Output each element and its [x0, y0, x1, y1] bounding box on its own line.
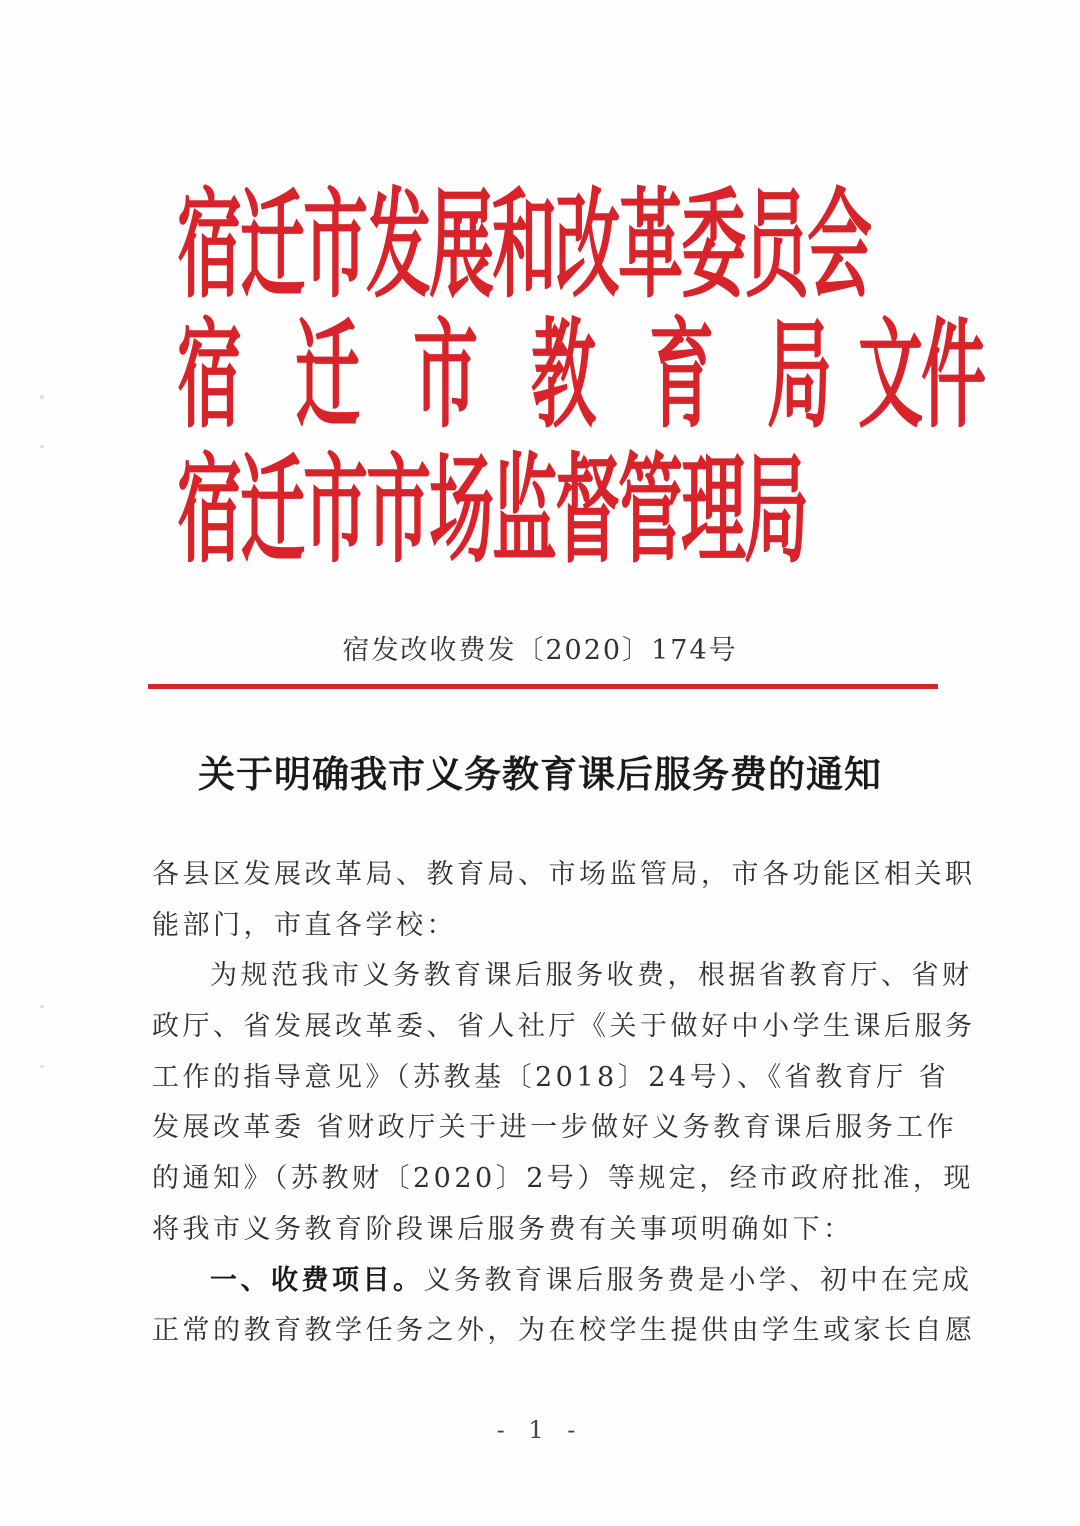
letterhead-char: 迁 [295, 305, 361, 444]
scan-artifact [40, 1065, 44, 1068]
section-heading: 一、收费项目。 [210, 1264, 424, 1296]
letterhead-char: 督 [555, 440, 621, 579]
body-paragraph-line: 为规范我市义务教育课后服务收费，根据省教育厅、省财 [210, 960, 973, 992]
letterhead-char: 文 [858, 305, 924, 444]
addressee-line: 各县区发展改革局、教育局、市场监管局，市各功能区相关职 [152, 859, 976, 890]
document-number: 宿发改收费发〔2020〕174号 [342, 635, 738, 666]
red-divider-rule [148, 684, 938, 689]
addressee-line: 能部门，市直各学校： [152, 909, 457, 941]
section-text: 义务教育课后服务费是小学、初中在完成 [423, 1264, 973, 1296]
letterhead-char: 员 [744, 175, 810, 314]
letterhead-char: 委 [681, 175, 747, 314]
body-paragraph-line: 工作的指导意见》（苏教基〔2018〕24号）、《省教育厅 省 [152, 1061, 950, 1093]
scan-artifact [40, 395, 44, 399]
page-number: - 1 - [496, 1416, 584, 1444]
letterhead-char: 局 [767, 305, 833, 444]
body-paragraph-line: 正常的教育教学任务之外，为在校学生提供由学生或家长自愿 [152, 1315, 976, 1347]
letterhead-char: 市 [303, 440, 369, 579]
body-paragraph-line: 发展改革委 省财政厅关于进一步做好义务教育课后服务工作 [152, 1112, 958, 1144]
letterhead-char: 宿 [177, 440, 243, 579]
scan-artifact [40, 1005, 44, 1008]
letterhead-char: 市 [413, 305, 479, 444]
body-paragraph-line: 的通知》（苏教财〔2020〕2号）等规定，经市政府批准，现 [152, 1163, 974, 1195]
letterhead-char: 场 [429, 440, 495, 579]
letterhead-char: 和 [492, 175, 558, 314]
letterhead-char: 迁 [240, 175, 306, 314]
section-line [152, 1256, 973, 1307]
letterhead-char: 发 [366, 175, 432, 314]
body-paragraph-line: 政厅、省发展改革委、省人社厅《关于做好中小学生课后服务 [152, 1011, 976, 1043]
letterhead-char: 展 [429, 175, 495, 314]
letterhead-char: 市 [366, 440, 432, 579]
letterhead-char: 教 [531, 305, 597, 444]
letterhead-char: 改 [555, 175, 621, 314]
letterhead-char: 革 [618, 175, 684, 314]
letterhead-char: 市 [303, 175, 369, 314]
letterhead-line-market-supervision-bureau [163, 440, 810, 579]
body-paragraph-line: 将我市义务教育阶段课后服务费有关事项明确如下： [152, 1213, 854, 1245]
letterhead-char: 理 [681, 440, 747, 579]
letterhead-char: 管 [618, 440, 684, 579]
letterhead-line-development-reform-commission [163, 175, 873, 314]
letterhead-char: 宿 [177, 175, 243, 314]
letterhead-char: 局 [744, 440, 810, 579]
letterhead-char: 会 [807, 175, 873, 314]
letterhead-char: 监 [492, 440, 558, 579]
letterhead-line-education-bureau-document [163, 305, 987, 444]
scan-artifact [40, 445, 44, 448]
letterhead-char: 育 [649, 305, 715, 444]
letterhead-char: 件 [921, 305, 987, 444]
document-title: 关于明确我市义务教育课后服务费的通知 [198, 753, 882, 796]
letterhead-char: 迁 [240, 440, 306, 579]
document-body [152, 850, 976, 1357]
letterhead-char: 宿 [177, 305, 243, 444]
